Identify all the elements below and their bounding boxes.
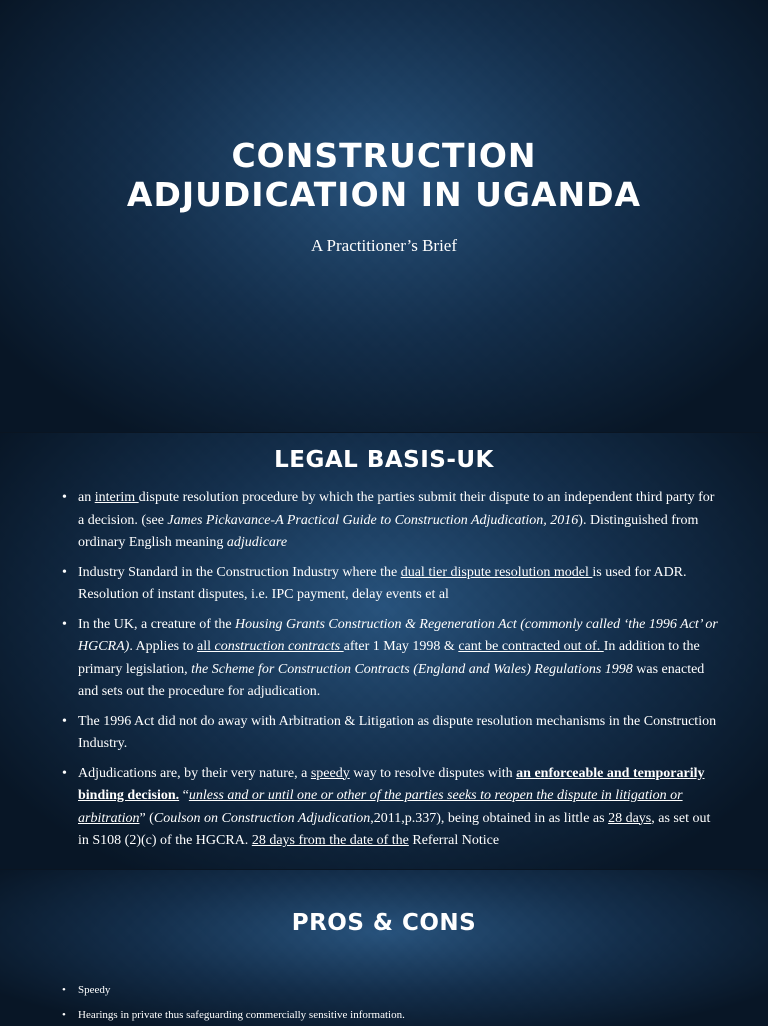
bullet-icon: • (62, 713, 67, 729)
text: “ (179, 788, 189, 803)
text: ” ( (139, 810, 154, 826)
bullet-icon: • (62, 984, 66, 996)
slide-title-line1: CONSTRUCTION (231, 136, 537, 175)
underlined-text: 28 days from the date of the (251, 833, 409, 848)
text: Adjudications are, by their very nature, a (78, 765, 311, 781)
slide-subtitle: A Practitioner’s Brief (310, 236, 458, 255)
legal-basis-slide (0, 432, 768, 869)
bullet-item (62, 562, 718, 607)
slide-title-line2: ADJUDICATION IN UGANDA (126, 175, 642, 214)
bullet-icon: • (62, 616, 67, 632)
bullet-icon: • (62, 490, 67, 505)
italic-text: adjudicare (226, 535, 288, 550)
text: Hearings in private thus safeguarding commercially sensitive information. (78, 1009, 405, 1021)
italic-text: Housing Grants Construction & Regeneration Act (commonly called ‘the 1996 Act’ or HGCRA) (78, 616, 718, 654)
bullet-list (62, 487, 718, 860)
italic-text: James Pickavance-A Practical Guide to Construction Adjudication, 2016 (167, 512, 579, 528)
text: In addition to the primary legislation, (78, 639, 700, 677)
bold-underlined-text: an enforceable and temporarily binding decision. (78, 765, 705, 803)
text: way to resolve disputes with (349, 765, 517, 781)
italic-text: Coulson on Construction Adjudication (153, 810, 371, 826)
text: ,2011,p.337), being obtained in as little as (370, 810, 609, 826)
underlined-text: dual tier dispute resolution model (400, 564, 593, 580)
text: after 1 May 1998 & (343, 639, 459, 654)
text: dispute resolution procedure by which the parties submit their dispute to an independent third party for a decision. (see (78, 490, 715, 528)
bullet-icon: • (62, 765, 67, 781)
slide-title (0, 136, 768, 214)
underlined-text: 28 days (608, 810, 652, 826)
bullet-icon: • (62, 1009, 66, 1021)
bullet-list (62, 983, 718, 1026)
text: , as set out in S108 (2)(c) of the HGCRA. (78, 810, 711, 848)
text: Referral Notice (408, 833, 500, 848)
text: Industry Standard in the Construction Industry where the (78, 564, 401, 580)
slide-heading: PROS & CONS (291, 910, 477, 936)
bullet-item (62, 1008, 718, 1023)
text: is used for ADR. Resolution of instant disputes, i.e. IPC payment, delay events et al (78, 564, 687, 602)
underlined-text: interim (94, 490, 139, 505)
text: was enacted and sets out the procedure for adjudication. (78, 661, 705, 699)
underlined-text: cant be contracted out of. (458, 639, 604, 654)
underlined-text: speedy (310, 765, 350, 781)
text: The 1996 Act did not do away with Arbitration & Litigation as dispute resolution mechanisms in the Construction Industry. (78, 713, 717, 751)
bullet-item (62, 487, 718, 555)
underlined-italic-text: construction contracts (214, 639, 344, 654)
slide-heading: LEGAL BASIS-UK (274, 447, 494, 473)
bullet-item (62, 983, 718, 998)
text: In the UK, a creature of the (78, 616, 236, 632)
pros-cons-slide (0, 869, 768, 1026)
bullet-item (62, 614, 718, 704)
bullet-icon: • (62, 564, 67, 580)
text: an (78, 490, 95, 505)
underlined-text: all (197, 639, 215, 654)
underlined-italic-text: unless and or until one or other of the parties seeks to reopen the dispute in litigation or arbitration (78, 788, 683, 826)
text: ). Distinguished from ordinary English meaning (78, 512, 699, 550)
title-slide (0, 0, 768, 432)
italic-text: the Scheme for Construction Contracts (England and Wales) Regulations 1998 (191, 661, 633, 677)
bullet-item (62, 711, 718, 756)
bullet-item (62, 763, 718, 853)
text: . Applies to (129, 639, 197, 654)
text: Speedy (78, 984, 111, 996)
